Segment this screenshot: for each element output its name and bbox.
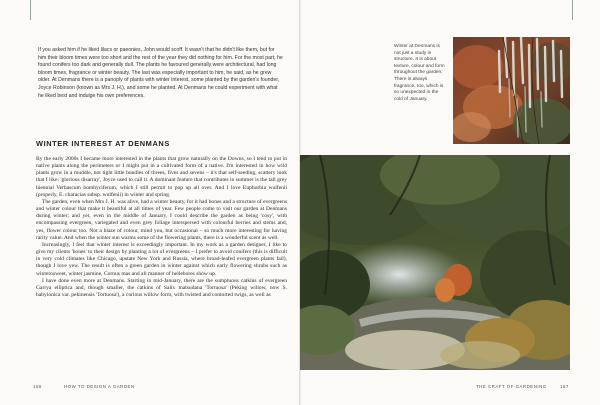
intro-paragraph: If you asked him if he liked lilacs or paeonies, John would scoff. It wasn't that he didn't like them, but for him their bloom times were too short and the rest of the year they did nothing for him. For the most part, he found conifers too dark and generally dull. The plants he favoured generally were architectural, had long bloom times, fragrance or winter beauty. The last was especially important to him, he said, as he grew older. At Denmans there is a panoply of plants with winter interest, some planted by the garden's founder, Joyce Robinson (known as Mrs J. H.), and some he planted. At Denmans he could experiment with what he liked best and indulge his own preferences. — [38, 47, 283, 99]
body-text — [36, 156, 287, 372]
left-page-number: 166 — [33, 384, 42, 389]
winter-garden-photo — [300, 155, 570, 370]
body-paragraph-4: I have done even more at Denmans. Starting in mid-January, there are the sumptuous catkins of evergreen Garrya elliptica and, though smaller, the catkins of Salix matsudana 'Tortuosa' (Peking willow, now S. babylonica var. pekinensis 'Tortuosa'), a curious willow form, with twisted and contorted twigs, as well as — [36, 277, 287, 298]
body-paragraph-1: By the early 2000s I became more interested in the plants that grow naturally on the Downs, so I tend to put in native plants along the perimeters or I might put in a cultivated form of a native. I'm interested in how wild plants grow in a muddle, not tight little bundles of threes, fives and sevens – it's that self-seeding, scattery look that I like: 'glorious disarray', Joyce used to call it. A dominant feature that contributes in summer is the tall grey biennial Verbascum bombyciferum, which I still permit to pop up all over. And I love Euphorbia wulfenii (properly, E. characias subsp. wulfenii) in winter and spring. — [36, 156, 287, 198]
right-margin-rule — [572, 0, 573, 20]
winter-plants-photo — [453, 37, 570, 144]
body-paragraph-3: Increasingly, I feel that winter interest is exceedingly important. In my work as a garden designer, I like to give my clients 'bones' to their design by planting a lot of evergreens – I prefer to avoid conifers (this is difficult in very cold climates like Chicago, upstate New York and Russia, where broad-leafed evergreen plants fail), though I love yew. The result is often a green garden in winter against which early flowering shrubs such as winterosweet, winter jasmine, Cornus mas and all manner of hellebores show up. — [36, 241, 287, 277]
body-paragraph-2: The garden, even when Mrs J. H. was alive, had a winter beauty, for it had bones and a structure of evergreens and winter colour that make it beautiful at all times of year. Few people come to visit our garden at Denmans during winter; and yet, even in the middle of January, I could describe the garden as being 'cosy', with encompassing evergreen, variegated and even grey foliage interspersed with colourful berries and stems and, yes, flower colour too. Not a blaze of colour, mind you, but occasional – so much more interesting for having rarity value. And when the winter sun warms some of the flowering plants, there is a wonderful scent as well. — [36, 198, 287, 241]
left-margin-rule — [30, 0, 31, 20]
left-running-title: HOW TO DESIGN A GARDEN — [64, 384, 135, 389]
photo-caption: Winter at Denmans is not just a study in structure. It is about texture, colour and form throughout the garden. There is always fragrance, too, which is so unexpected in the cold of January. — [394, 44, 445, 102]
right-running-title: THE CRAFT OF GARDENING — [476, 384, 547, 389]
section-heading: WINTER INTEREST AT DENMANS — [36, 139, 170, 148]
right-page-number: 167 — [560, 384, 569, 389]
